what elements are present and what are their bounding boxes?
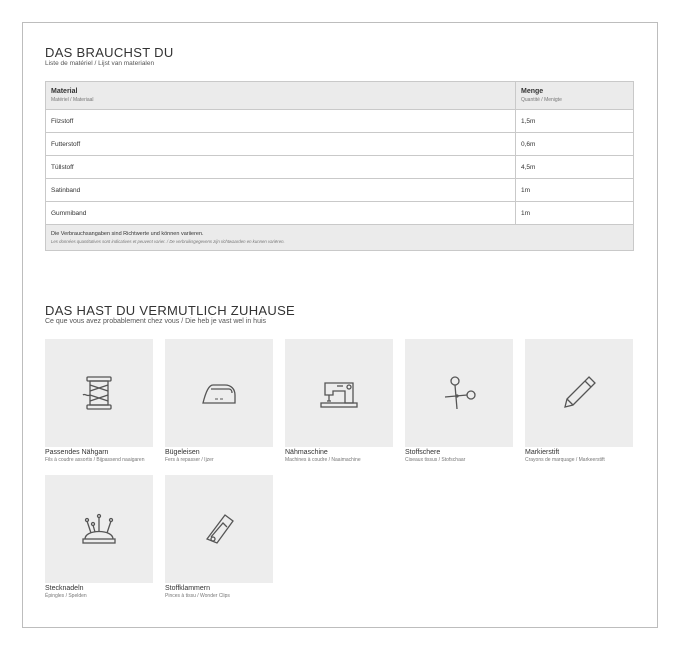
section-subtitle-materials: Liste de matériel / Lijst van materialen xyxy=(45,60,155,67)
header-material xyxy=(46,82,516,110)
table-note-row xyxy=(46,225,634,251)
tool-label-iron xyxy=(165,449,277,464)
section-subtitle-tools: Ce que vous avez probablement chez vous / Die heb je vast wel in huis xyxy=(45,318,267,325)
amount-cell: 1m xyxy=(516,179,634,202)
tool-name: Passendes Nähgarn xyxy=(45,449,109,456)
header-amount-sublabel: Quantité / Menigte xyxy=(521,97,562,103)
tool-tile-thread xyxy=(45,339,153,447)
section-title-materials: DAS BRAUCHST DU xyxy=(45,45,174,60)
material-cell: Gummiband xyxy=(46,202,516,225)
tool-sub: Pinces à tissu / Wonder Clips xyxy=(165,593,230,599)
amount-cell: 1,5m xyxy=(516,110,634,133)
thread-spool-icon xyxy=(79,373,119,413)
pincushion-icon xyxy=(79,509,119,549)
materials-card xyxy=(22,22,658,628)
tool-name: Bügeleisen xyxy=(165,449,200,456)
tool-tile-sewing-machine xyxy=(285,339,393,447)
iron-icon xyxy=(199,373,239,413)
table-row xyxy=(46,110,634,133)
tool-tile-scissors xyxy=(405,339,513,447)
tool-label-thread xyxy=(45,449,157,464)
table-header-row xyxy=(46,82,634,110)
note-translation: Les données quantitatives sont indicatives et peuvent varier. / De verbruiksgegevens zijn richtwaarden en kunnen variëren. xyxy=(51,239,285,244)
scissors-icon xyxy=(439,373,479,413)
tool-tile-clips xyxy=(165,475,273,583)
pencil-icon xyxy=(559,373,599,413)
table-note xyxy=(46,225,634,251)
tool-name: Stoffklammern xyxy=(165,585,210,592)
tool-label-marker xyxy=(525,449,637,464)
table-row xyxy=(46,156,634,179)
tool-label-sewing-machine xyxy=(285,449,397,464)
sewing-machine-icon xyxy=(319,373,359,413)
amount-cell: 4,5m xyxy=(516,156,634,179)
header-amount-label: Menge xyxy=(521,88,544,95)
tool-sub: Machines à coudre / Naaimachine xyxy=(285,457,361,463)
tool-label-clips xyxy=(165,585,277,600)
tool-sub: Ciseaux tissus / Stofschaar xyxy=(405,457,466,463)
tool-tile-iron xyxy=(165,339,273,447)
section-title-tools: DAS HAST DU VERMUTLICH ZUHAUSE xyxy=(45,303,296,318)
tool-name: Stoffschere xyxy=(405,449,441,456)
tool-sub: Fers à repasser / Ijzer xyxy=(165,457,214,463)
amount-cell: 1m xyxy=(516,202,634,225)
material-cell: Futterstoff xyxy=(46,133,516,156)
tool-sub: Crayons de marquage / Markeerstift xyxy=(525,457,605,463)
table-row xyxy=(46,202,634,225)
note-text: Die Verbrauchsangaben sind Richtwerte und können variieren. xyxy=(51,231,204,237)
amount-cell: 0,6m xyxy=(516,133,634,156)
material-cell: Satinband xyxy=(46,179,516,202)
tool-name: Nähmaschine xyxy=(285,449,328,456)
tool-label-scissors xyxy=(405,449,517,464)
tool-label-pins xyxy=(45,585,157,600)
tool-sub: Fils à coudre assortis / Bijpassend naaigaren xyxy=(45,457,145,463)
material-cell: Tüllstoff xyxy=(46,156,516,179)
tool-sub: Épingles / Spelden xyxy=(45,593,87,599)
tool-name: Markierstift xyxy=(525,449,560,456)
tool-name: Stecknadeln xyxy=(45,585,84,592)
material-cell: Filzstoff xyxy=(46,110,516,133)
materials-table xyxy=(45,81,634,251)
table-row xyxy=(46,133,634,156)
header-material-label: Material xyxy=(51,88,78,95)
header-amount xyxy=(516,82,634,110)
tool-tile-marker xyxy=(525,339,633,447)
table-row xyxy=(46,179,634,202)
header-material-sublabel: Matériel / Materiaal xyxy=(51,97,94,103)
tool-tile-pins xyxy=(45,475,153,583)
fabric-clip-icon xyxy=(199,509,239,549)
